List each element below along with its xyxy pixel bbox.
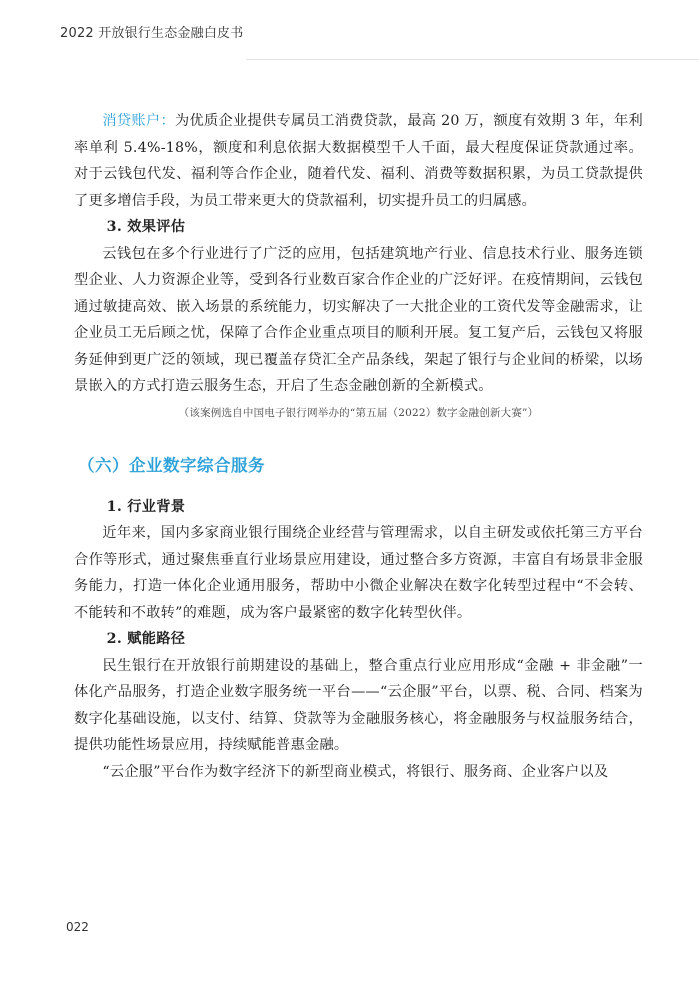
paragraph-consumer-loan-account (74, 108, 643, 214)
paragraph-industry-background: 近年来，国内多家商业银行围绕企业经营与管理需求，以自主研发或依托第三方平台合作等形式，通过聚焦垂直行业场景应用建设，通过整合多方资源，丰富自有场景非金服务能力，打造一体化企业通用服务，帮助中小微企业解决在数字化转型过程中“不会转、不能转和不敢转”的难题，成为客户最紧密的数字化转型伙伴。 (74, 525, 643, 621)
header-rule (246, 59, 699, 60)
body-text (74, 108, 643, 785)
source-note: （该案例选自中国电子银行网举办的“第五届（2022）数字金融创新大赛”） (178, 406, 539, 419)
paragraph-text: 为优质企业提供专属员工消费贷款，最高 20 万，额度有效期 3 年，年利率单利 5.4%-18%，额度和利息依据大数据模型千人千面，最大程度保证贷款通过率。对于云钱包代发、福利等合作企业，随着代发、福利、消费等数据积累，为员工贷款提供了更多增信手段，为员工带来更大的贷款福利，切实提升员工的归属感。 (74, 113, 643, 209)
paragraph-enabling-path: 民生银行在开放银行前期建设的基础上，整合重点行业应用形成“金融 + 非金融”一体化产品服务，打造企业数字服务统一平台——“云企服”平台，以票、税、合同、档案为数字化基础设施，以支付、结算、贷款等为金融服务核心，将金融服务与权益服务结合，提供功能性场景应用，持续赋能普惠金融。 (74, 657, 643, 753)
section-title: （六）企业数字综合服务 (78, 455, 265, 475)
paragraph-effect-evaluation: 云钱包在多个行业进行了广泛的应用，包括建筑地产行业、信息技术行业、服务连锁型企业、人力资源企业等，受到各行业数百家合作企业的广泛好评。在疫情期间，云钱包通过敏捷高效、嵌入场景的系统能力，切实解决了一大批企业的工资代发等金融需求，让企业员工无后顾之忧，保障了合作企业重点项目的顺利开展。复工复产后，云钱包又将服务延伸到更广泛的领域，现已覆盖存贷汇全产品条线，架起了银行与企业间的桥梁，以场景嵌入的方式打造云服务生态，开启了生态金融创新的全新模式。 (74, 245, 643, 394)
subheading-industry-background: 1. 行业背景 (106, 498, 186, 515)
subheading-enabling-path: 2. 赋能路径 (106, 631, 186, 647)
running-header: 2022 开放银行生态金融白皮书 (60, 26, 244, 41)
lead-term: 消贷账户： (102, 113, 175, 129)
page-number: 022 (66, 920, 89, 934)
subheading-effect-evaluation: 3. 效果评估 (106, 219, 186, 235)
paragraph-cloud-service-platform: “云企服”平台作为数字经济下的新型商业模式，将银行、服务商、企业客户以及 (102, 763, 609, 780)
